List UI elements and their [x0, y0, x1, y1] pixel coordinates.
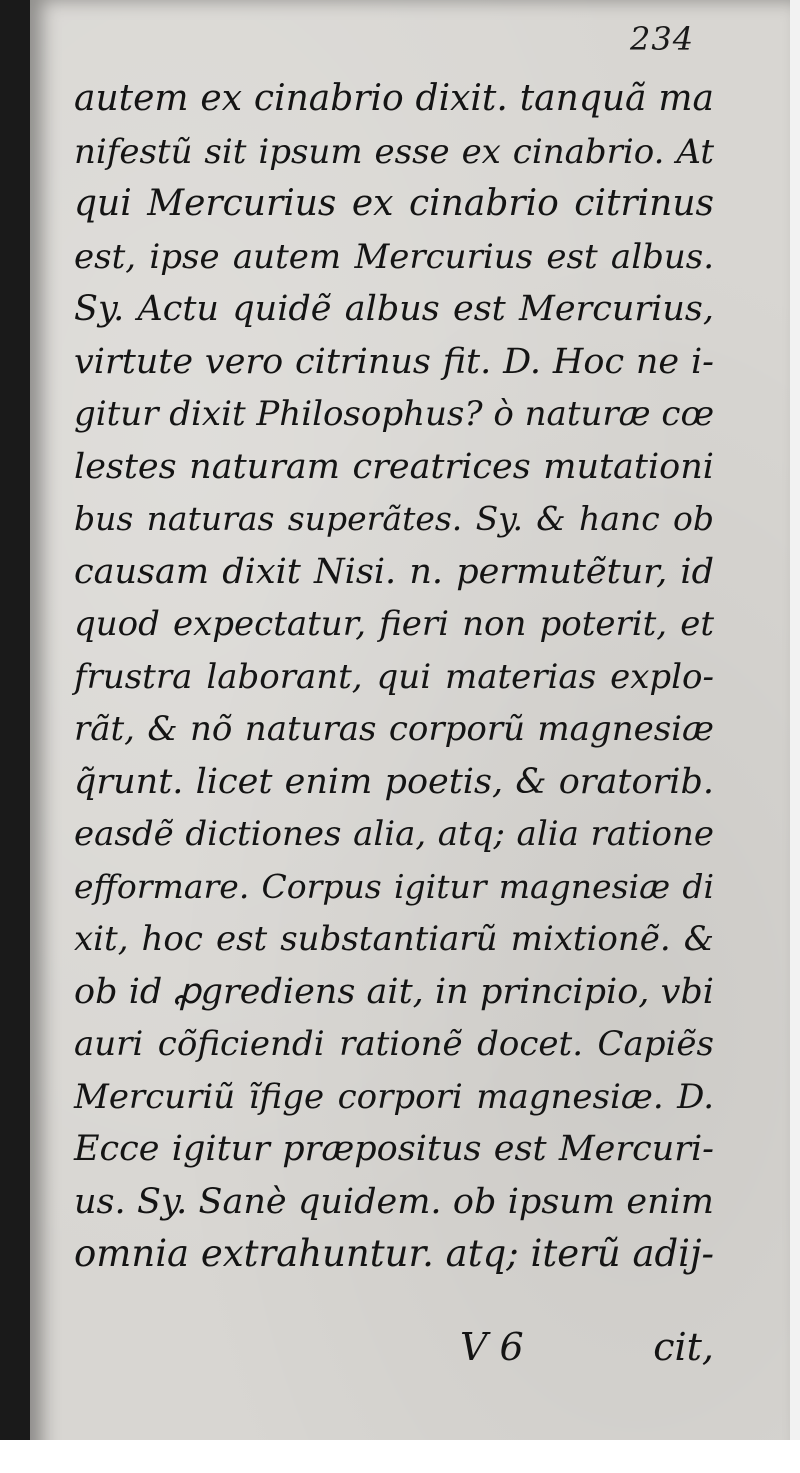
signature-mark: V 6 — [460, 1325, 524, 1369]
text-line: rãt, & nõ naturas corporũ magnesiæ — [74, 709, 714, 749]
text-line: efformare. Corpus igitur magnesiæ di — [74, 866, 714, 906]
text-line: Mercuriũ ĩfige corpori magnesiæ. D. — [74, 1076, 714, 1117]
text-line: us. Sy. Sanè quidem. ob ipsum enim — [74, 1181, 714, 1222]
text-line: quod expectatur, fieri non poterit, et — [74, 604, 714, 644]
catchword: cit, — [653, 1325, 714, 1369]
text-line: omnia extrahuntur. atq; iterũ adij- — [74, 1232, 714, 1275]
text-line: qui Mercurius ex cinabrio citrinus — [74, 183, 714, 224]
text-line: est, ipse autem Mercurius est albus. — [74, 236, 714, 277]
text-line: autem ex cinabrio dixit. tanquã ma — [74, 78, 714, 119]
text-line: lestes naturam creatrices mutationi — [74, 446, 714, 487]
page-footer — [74, 1325, 714, 1377]
text-line: q̃runt. licet enim poetis, & oratorib. — [74, 761, 714, 802]
text-line: causam dixit Nisi. n. permutẽtur, id — [74, 551, 714, 592]
text-line: easdẽ dictiones alia, atq; alia ratione — [74, 814, 714, 854]
scan-bottom-margin — [0, 1440, 800, 1473]
text-line: frustra laborant, qui materias explo- — [74, 656, 714, 697]
text-line: Ecce igitur præpositus est Mercuri- — [74, 1129, 714, 1169]
text-line: ob id ꝓgrediens ait, in principio, vbi — [74, 971, 714, 1012]
text-line: bus naturas superãtes. Sy. & hanc ob — [74, 499, 714, 538]
text-line: xit, hoc est substantiarũ mixtionẽ. & — [74, 919, 714, 959]
text-line: nifestũ sit ipsum esse ex cinabrio. At — [74, 131, 714, 172]
text-line: virtute vero citrinus fit. D. Hoc ne i- — [74, 341, 714, 382]
text-line: auri cõficiendi rationẽ docet. Capiẽs — [74, 1024, 714, 1064]
text-line: gitur dixit Philosophus? ò naturæ cœ — [74, 394, 715, 434]
page-number: 234 — [630, 20, 695, 58]
scan-edge — [790, 0, 800, 1473]
text-line: Sy. Actu quidẽ albus est Mercurius, — [74, 289, 714, 329]
body-text — [74, 73, 714, 1281]
